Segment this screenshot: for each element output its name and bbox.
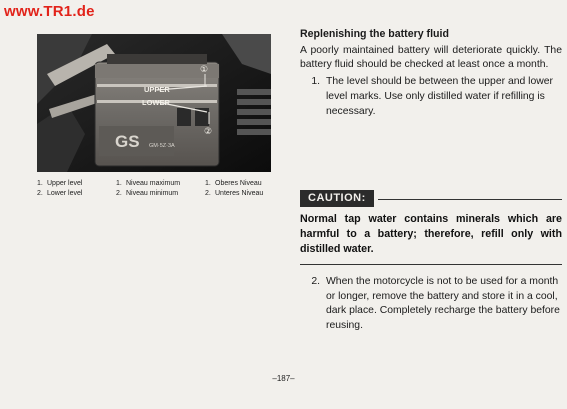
legend-row: 2. Unteres Niveau <box>205 190 264 197</box>
battery-illustration <box>37 34 271 172</box>
instructions-section <box>300 27 562 119</box>
item-number: 2. <box>311 276 320 287</box>
item-text: When the motorcycle is not to be used for a month or longer, remove the battery and store it in a cool, dark place. Completely recharge the battery before reusing. <box>326 276 560 332</box>
list-item <box>300 275 562 334</box>
legend-german <box>205 179 263 199</box>
callout-1: ① <box>200 65 209 75</box>
battery-model-label: GM·5Z·3A <box>149 143 175 149</box>
legend-english <box>37 179 82 199</box>
callout-2: ② <box>204 127 213 137</box>
lower-level-label: LOWER <box>142 98 170 107</box>
caution-text: Normal tap water contains minerals which are harmful to a battery; therefore, refill only with distilled water. <box>300 213 562 255</box>
caution-label: CAUTION: <box>300 190 374 207</box>
battery-brand-label: GS <box>115 132 140 151</box>
item-text: The level should be between the upper and lower level marks. Use only distilled water if refilling is necessary. <box>326 76 554 117</box>
instructions-continued <box>300 273 562 334</box>
upper-level-label: UPPER <box>144 85 170 94</box>
intro-paragraph: A poorly maintained battery will deteriorate quickly. The battery fluid should be checked at least once a month. <box>300 44 562 71</box>
legend-row: 2. Lower level <box>37 190 83 197</box>
battery-photo <box>37 34 271 172</box>
list-item <box>300 75 562 119</box>
page-number: –187– <box>272 374 295 383</box>
watermark-link[interactable]: www.TR1.de <box>4 3 95 20</box>
caution-rule <box>378 199 562 200</box>
legend-row: 1. Oberes Niveau <box>205 180 262 187</box>
legend-row: 1. Upper level <box>37 180 83 187</box>
item-number: 1. <box>311 76 320 88</box>
legend-row: 1. Niveau maximum <box>116 180 181 187</box>
divider <box>300 264 562 265</box>
legend-row: 2. Niveau minimum <box>116 190 179 197</box>
section-heading: Replenishing the battery fluid <box>300 28 449 40</box>
legend-french <box>116 179 180 199</box>
caution-header <box>300 190 562 208</box>
